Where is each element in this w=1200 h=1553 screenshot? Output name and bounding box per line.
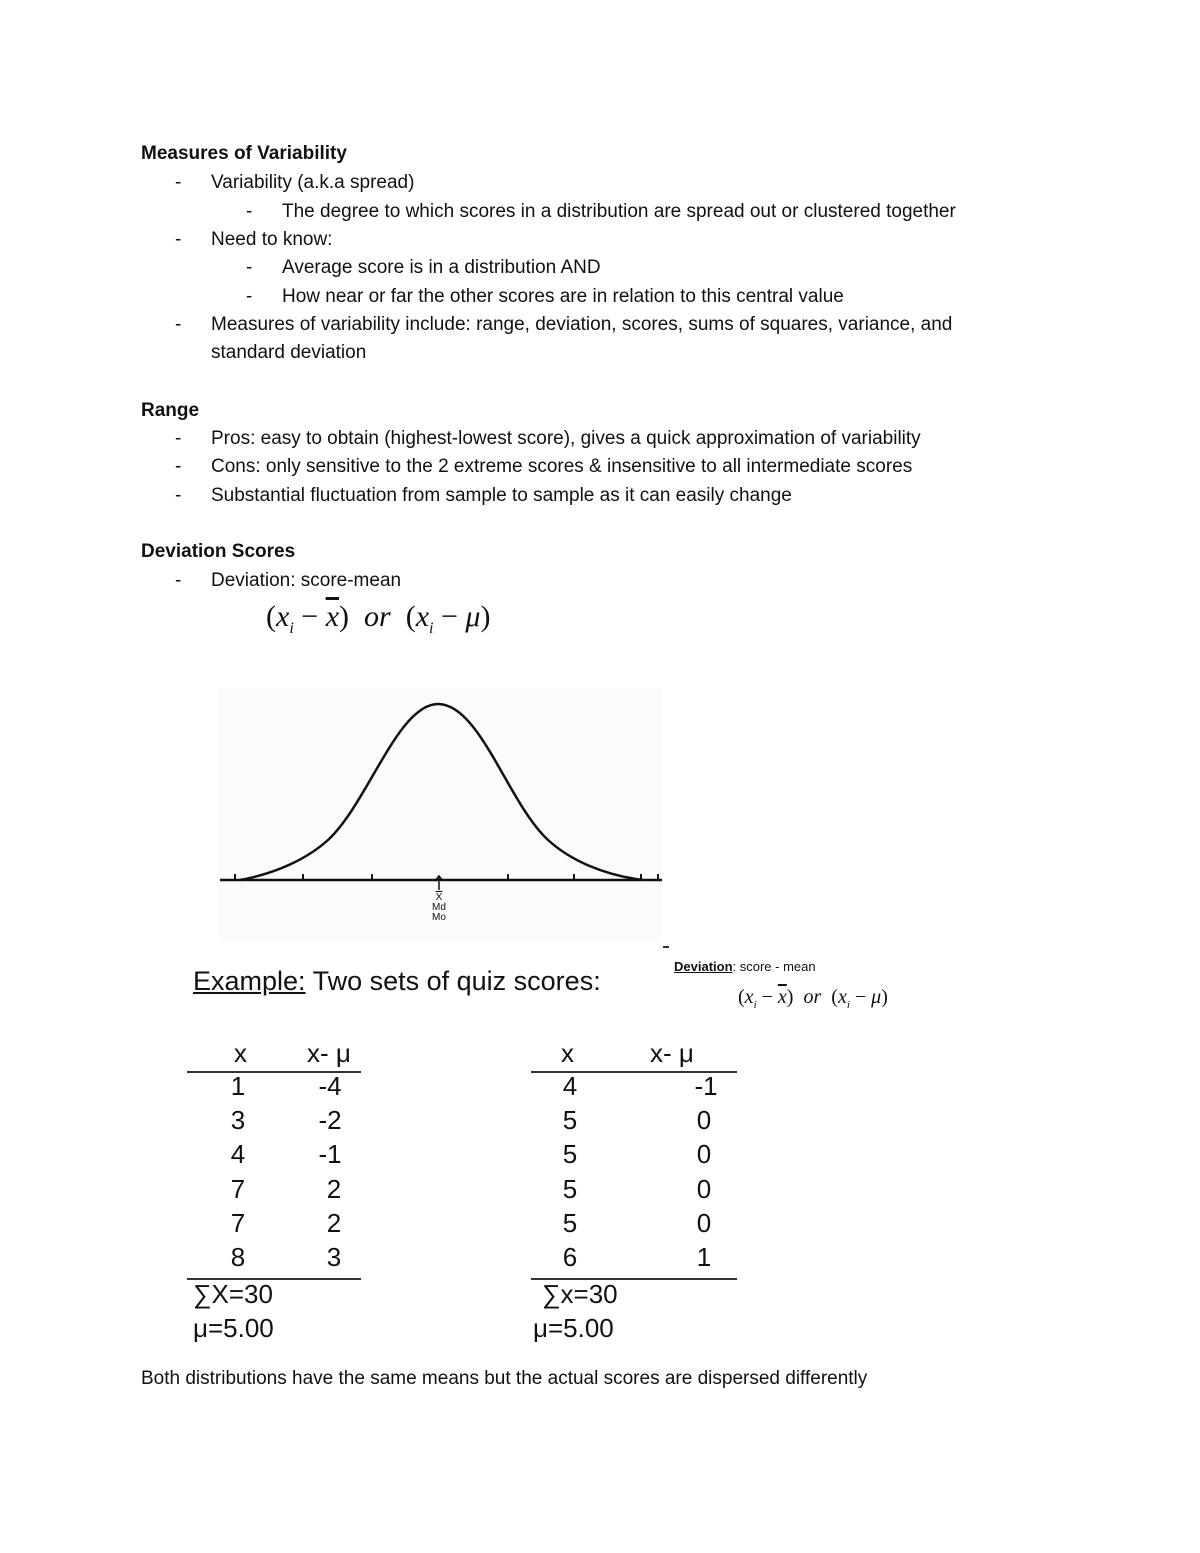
sub-bullet-dash: - [246, 257, 253, 278]
example-title [193, 966, 601, 997]
table1-sum: ∑X=30 [193, 1279, 273, 1309]
table2-header-dev: x- μ [650, 1038, 694, 1068]
table1-header-x: x [234, 1038, 247, 1068]
table-cell: 4 [230, 1139, 246, 1169]
mini-dash-mark [663, 946, 669, 948]
heading-range: Range [141, 400, 200, 421]
mini-deviation-rest: : score - mean [732, 959, 816, 974]
mini-deviation-label: Deviation [674, 959, 733, 974]
heading-deviation-scores: Deviation Scores [141, 541, 296, 562]
table-cell: 7 [230, 1208, 246, 1238]
table-cell: 4 [562, 1071, 578, 1101]
table-cell: 0 [696, 1139, 712, 1169]
bullet-dash: - [175, 172, 182, 193]
table-cell: 1 [230, 1071, 246, 1101]
normal-curve-figure [218, 688, 662, 942]
bullet-pros: Pros: easy to obtain (highest-lowest score), gives a quick approximation of variability [211, 428, 921, 449]
mini-formula-or: or [803, 986, 822, 1008]
table-cell: 3 [326, 1242, 342, 1272]
center-labels [423, 893, 455, 923]
table-cell: 5 [562, 1139, 578, 1169]
table-cell: -1 [694, 1071, 718, 1101]
table-cell: 0 [696, 1105, 712, 1135]
table-cell: 3 [230, 1105, 246, 1135]
bullet-measures-include-cont: standard deviation [211, 342, 367, 363]
bullet-measures-include: Measures of variability include: range, deviation, scores, sums of squares, variance, and [211, 314, 953, 335]
table-cell: 5 [562, 1174, 578, 1204]
table2-header-x: x [561, 1038, 574, 1068]
table-cell: 0 [696, 1208, 712, 1238]
bullet-variability: Variability (a.k.a spread) [211, 172, 415, 193]
table-cell: 5 [562, 1105, 578, 1135]
table2-sum: ∑x=30 [542, 1279, 618, 1309]
bullet-dash: - [175, 485, 182, 506]
table1-header-dev: x- μ [307, 1038, 351, 1068]
table2-mean: μ=5.00 [533, 1313, 614, 1343]
table-cell: -4 [318, 1071, 342, 1101]
sub-bullet-dash: - [246, 286, 253, 307]
bullet-dash: - [175, 428, 182, 449]
deviation-formula: $(x_i - \overline{x})$ or $(x_i - \mu)$ [266, 600, 491, 637]
table-cell: 5 [562, 1208, 578, 1238]
table-cell: 8 [230, 1242, 246, 1272]
mini-deviation-def [674, 959, 816, 974]
table-cell: 2 [326, 1208, 342, 1238]
bullet-dash: - [175, 570, 182, 591]
table-cell: -1 [318, 1139, 342, 1169]
label-xbar: $\overline{X}$ [435, 892, 443, 903]
heading-measures-of-variability: Measures of Variability [141, 143, 347, 164]
sub-bullet-how-near: How near or far the other scores are in relation to this central value [282, 286, 844, 307]
table-cell: 2 [326, 1174, 342, 1204]
conclusion-text: Both distributions have the same means but the actual scores are dispersed differently [141, 1368, 868, 1389]
label-mo: Mo [432, 912, 446, 923]
label-md: Md [432, 902, 446, 913]
bullet-need-to-know: Need to know: [211, 229, 333, 250]
sub-bullet-degree: The degree to which scores in a distribution are spread out or clustered together [282, 201, 956, 222]
table1-mean: μ=5.00 [193, 1313, 274, 1343]
bullet-dash: - [175, 456, 182, 477]
table-cell: 0 [696, 1174, 712, 1204]
mini-deviation-formula: $(x_i - \overline{x})$ or $(x_i - \mu)$ [738, 986, 888, 1011]
table-cell: 1 [696, 1242, 712, 1272]
bullet-deviation-def: Deviation: score-mean [211, 570, 402, 591]
bullet-dash: - [175, 229, 182, 250]
bullet-fluctuation: Substantial fluctuation from sample to sample as it can easily change [211, 485, 792, 506]
sub-bullet-average: Average score is in a distribution AND [282, 257, 601, 278]
bullet-dash: - [175, 314, 182, 335]
formula-or: or [364, 600, 391, 633]
example-label: Example: [193, 966, 306, 996]
bullet-cons: Cons: only sensitive to the 2 extreme scores & insensitive to all intermediate scores [211, 456, 913, 477]
bell-curve [240, 704, 643, 880]
table-cell: 7 [230, 1174, 246, 1204]
example-title-rest: Two sets of quiz scores: [305, 966, 601, 996]
table-cell: -2 [318, 1105, 342, 1135]
table-cell: 6 [562, 1242, 578, 1272]
sub-bullet-dash: - [246, 201, 253, 222]
